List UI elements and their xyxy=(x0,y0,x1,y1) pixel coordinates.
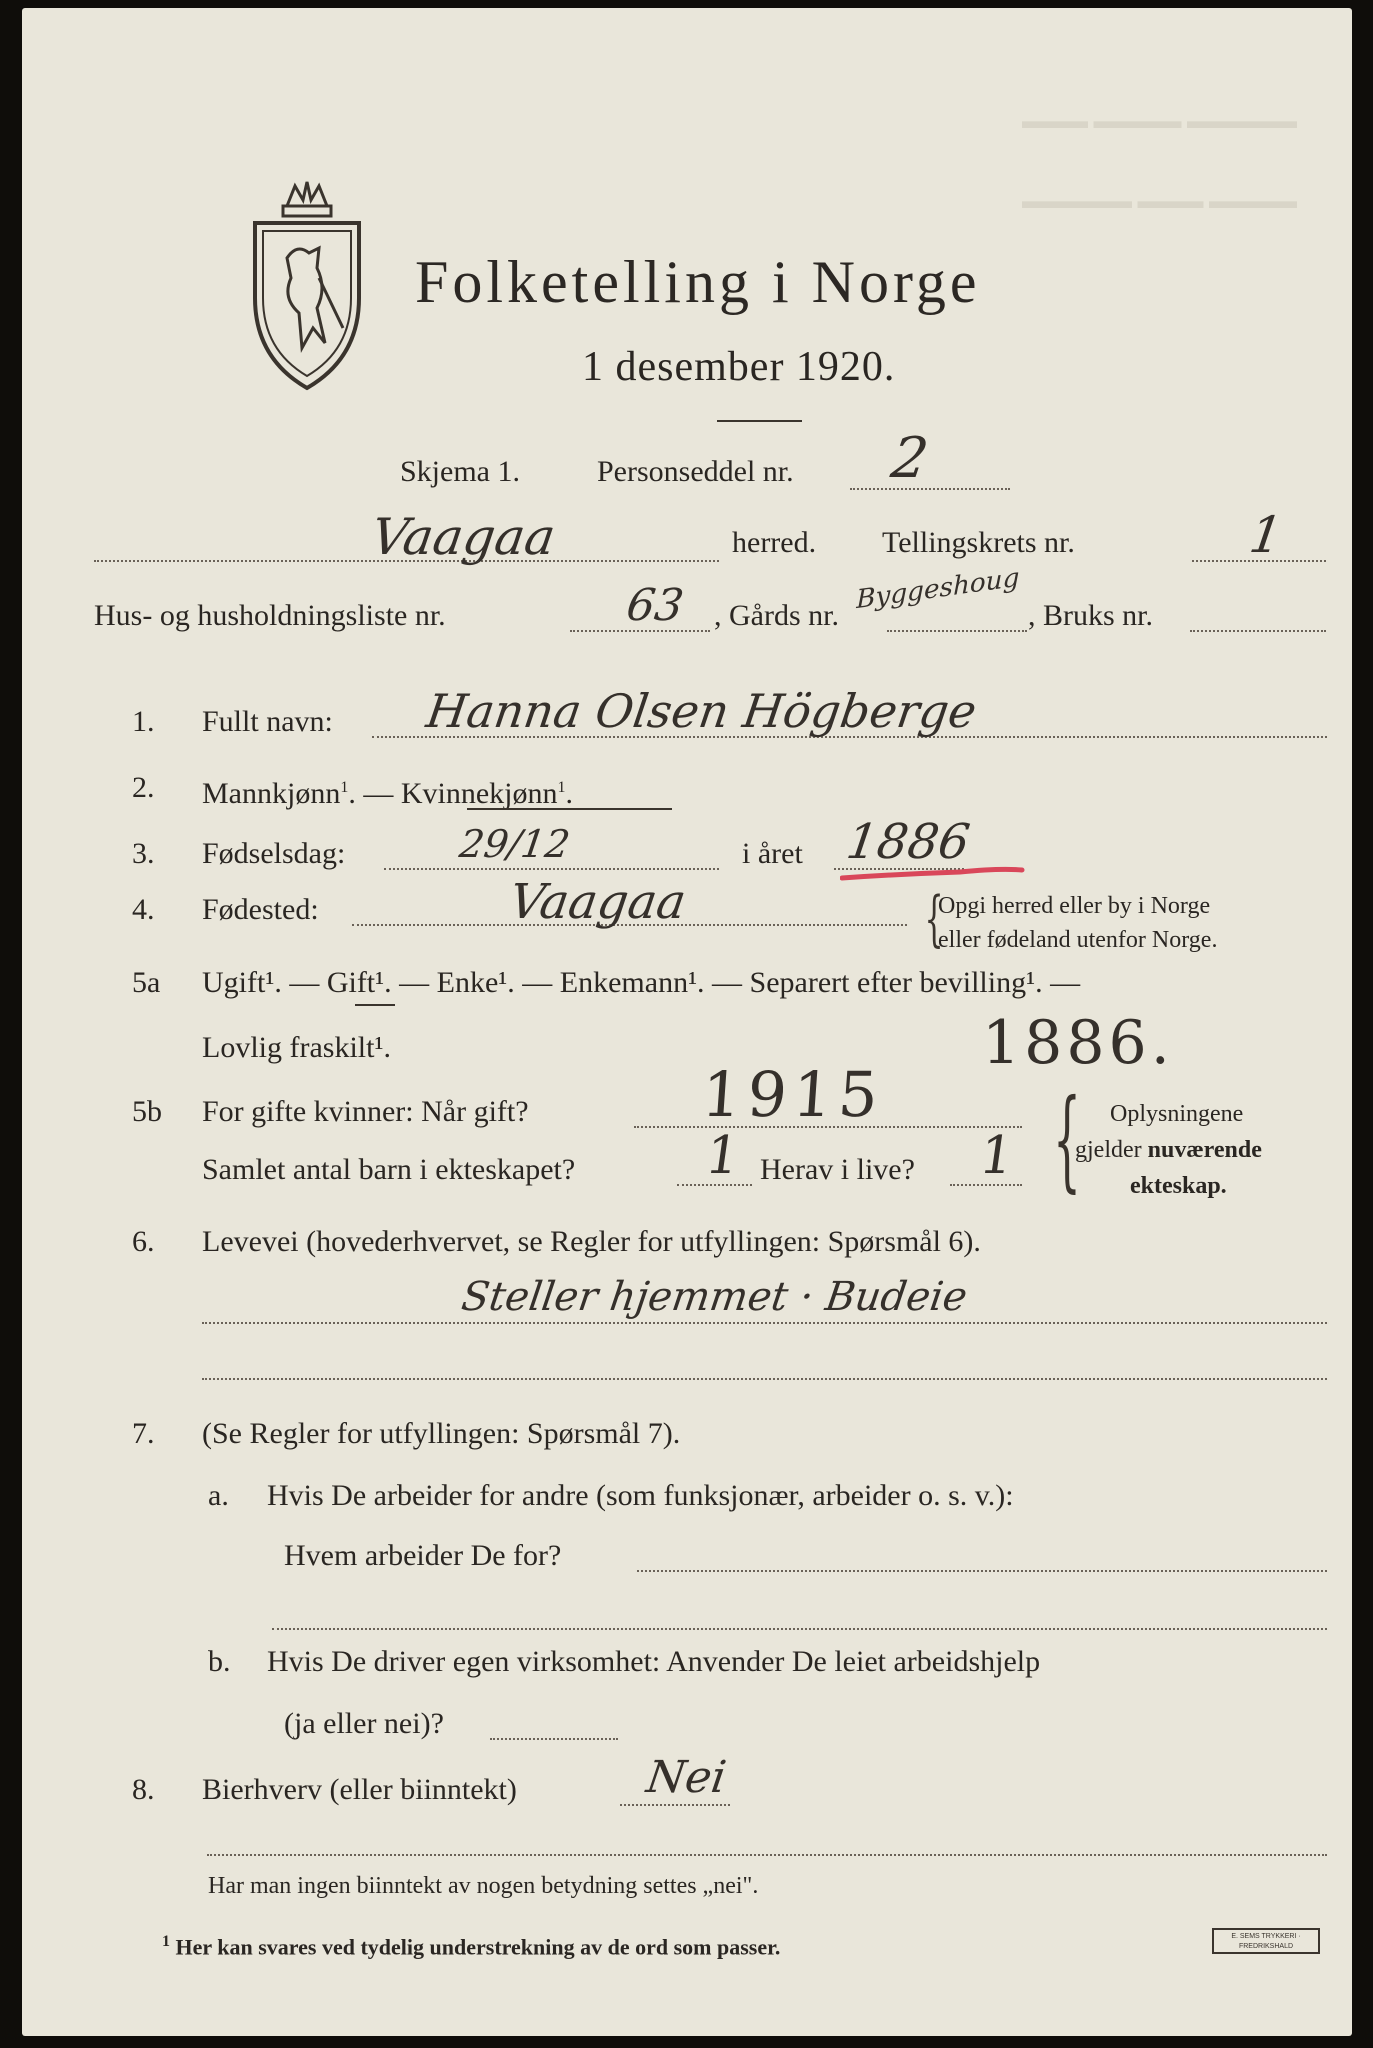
occupation-field-line-2 xyxy=(202,1378,1327,1380)
bruks-label: , Bruks nr. xyxy=(1028,599,1154,632)
year-label: i året xyxy=(742,837,803,870)
alive-label: Herav i live? xyxy=(760,1153,915,1186)
employer-field-line-2 xyxy=(272,1628,1327,1630)
herred-label: herred. xyxy=(732,526,817,559)
bleed-through-text: ▬▬▬ ▬▬▬▬ ▬▬▬▬▬ xyxy=(1022,108,1297,133)
hired-help-field-line xyxy=(490,1738,618,1740)
q5a-options-line2: Lovlig fraskilt¹. xyxy=(202,1031,391,1064)
q5a-options: Ugift¹. — Gift¹. — Enke¹. — Enkemann¹. — Separert efter bevilling¹. — xyxy=(202,966,1081,999)
tellingskrets-label: Tellingskrets nr. xyxy=(882,526,1075,559)
q5b-number: 5b xyxy=(132,1095,162,1128)
q4-number: 4. xyxy=(132,893,155,926)
q2-number: 2. xyxy=(132,771,155,804)
kvinnekjonn-option[interactable]: Kvinnekjønn xyxy=(400,777,558,810)
q7b-letter: b. xyxy=(208,1645,231,1678)
q7a-letter: a. xyxy=(208,1479,229,1512)
form-date: 1 desember 1920. xyxy=(582,344,896,390)
side-income-value[interactable]: Nei xyxy=(643,1752,730,1803)
gards-value[interactable]: Byggeshoug xyxy=(856,562,1020,616)
employer-field-line-1 xyxy=(637,1570,1327,1572)
no-income-note: Har man ingen biinntekt av nogen betydning settes „nei". xyxy=(208,1873,759,1899)
birthplace-hint-brace: { xyxy=(924,884,944,954)
gards-field-line xyxy=(887,630,1027,632)
q8-label: Bierhverv (eller biinntekt) xyxy=(202,1773,517,1806)
marriage-note-1: Oplysningene xyxy=(1110,1101,1244,1127)
alive-count-value[interactable]: 1 xyxy=(975,1126,1018,1186)
q7a-question: Hvem arbeider De for? xyxy=(284,1539,562,1572)
q3-number: 3. xyxy=(132,837,155,870)
children-label: Samlet antal barn i ekteskapet? xyxy=(202,1153,576,1186)
birthplace-hint-1: Opgi herred eller by i Norge xyxy=(938,893,1211,919)
marriage-note-brace: { xyxy=(1053,1075,1081,1203)
gift-underline xyxy=(355,1004,395,1006)
personseddel-number[interactable]: 2 xyxy=(887,426,933,491)
q4-label: Fødested: xyxy=(202,893,319,926)
full-name-value[interactable]: Hanna Olsen Högberge xyxy=(423,684,980,738)
q1-number: 1. xyxy=(132,705,155,738)
bleed-through-text: ▬▬▬▬▬ ▬▬▬ ▬▬▬▬ xyxy=(1022,188,1297,213)
q8-number: 8. xyxy=(132,1773,155,1806)
occupation-field-line-1 xyxy=(202,1322,1327,1324)
q7b-question: (ja eller nei)? xyxy=(284,1707,444,1740)
birthday-value[interactable]: 29/12 xyxy=(456,822,573,866)
gards-label: , Gårds nr. xyxy=(714,599,839,632)
marriage-note-2: gjelder nuværende xyxy=(1075,1137,1262,1163)
side-income-field-line-2 xyxy=(207,1854,1327,1856)
tellingskrets-number[interactable]: 1 xyxy=(1245,506,1286,564)
schema-label: Skjema 1. xyxy=(400,455,520,488)
bruks-field-line xyxy=(1190,630,1326,632)
occupation-value[interactable]: Steller hjemmet · Budeie xyxy=(458,1274,970,1320)
married-when-label: For gifte kvinner: Når gift? xyxy=(202,1095,529,1128)
herred-value[interactable]: Vaagaa xyxy=(367,508,559,566)
q5a-number: 5a xyxy=(132,966,161,999)
q1-label: Fullt navn: xyxy=(202,705,333,738)
norwegian-coat-of-arms-icon xyxy=(247,178,367,393)
q3-label: Fødselsdag: xyxy=(202,837,346,870)
margin-year-note: 1886. xyxy=(982,1008,1174,1078)
q7-label: (Se Regler for utfyllingen: Spørsmål 7). xyxy=(202,1417,681,1450)
printer-stamp: E. SEMS TRYKKERI · FREDRIKSHALD xyxy=(1212,1928,1320,1954)
footnote: $^1$ Her kan svares ved tydelig understrekning av de ord som passer. xyxy=(162,1933,781,1960)
census-form-page xyxy=(22,8,1352,2036)
mannkjonn-option[interactable]: Mannkjønn xyxy=(202,777,341,810)
personseddel-label: Personseddel nr. xyxy=(597,455,794,488)
q7-number: 7. xyxy=(132,1417,155,1450)
q7b-label: Hvis De driver egen virksomhet: Anvender De leiet arbeidshjelp xyxy=(267,1645,1041,1678)
marriage-note-3: ekteskap. xyxy=(1130,1173,1227,1199)
q6-number: 6. xyxy=(132,1225,155,1258)
husholdningsliste-label: Hus- og husholdningsliste nr. xyxy=(94,599,446,632)
q6-label: Levevei (hovederhvervet, se Regler for utfyllingen: Spørsmål 6). xyxy=(202,1225,981,1258)
personseddel-field-line xyxy=(850,488,1010,490)
married-year-value[interactable]: 1915 xyxy=(699,1058,887,1131)
husholdningsliste-number[interactable]: 63 xyxy=(623,580,687,631)
q7a-label: Hvis De arbeider for andre (som funksjonær, arbeider o. s. v.): xyxy=(267,1479,1014,1512)
kvinnekjonn-underline xyxy=(467,808,672,810)
birthplace-hint-2: eller fødeland utenfor Norge. xyxy=(938,927,1218,953)
title-divider xyxy=(717,420,802,422)
side-income-field-line xyxy=(620,1804,730,1806)
birthplace-value[interactable]: Vaagaa xyxy=(506,874,690,930)
q2-options: Mannkjønn$^1$. — Kvinnekjønn$^1$. xyxy=(202,777,573,810)
birthday-field-line xyxy=(384,868,719,870)
form-title: Folketelling i Norge xyxy=(415,249,981,315)
birth-year-value[interactable]: 1886 xyxy=(843,814,974,870)
children-count-value[interactable]: 1 xyxy=(701,1126,744,1186)
